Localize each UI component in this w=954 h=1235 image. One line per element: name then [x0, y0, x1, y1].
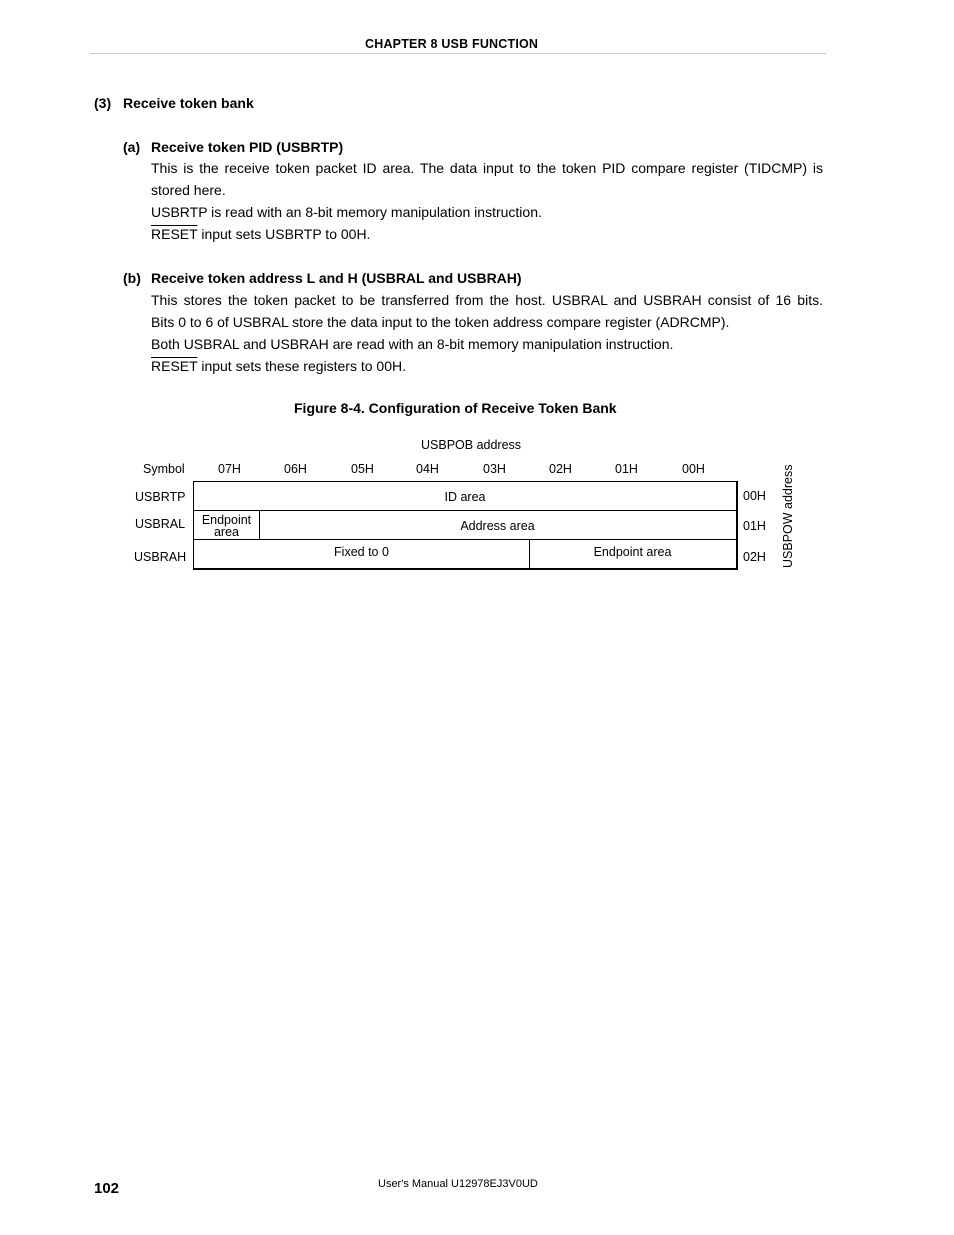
section-title: Receive token bank	[123, 95, 254, 111]
row-address-02h: 02H	[743, 550, 766, 564]
bit-label: 03H	[483, 462, 506, 476]
subsection-a-reset-line: RESET input sets USBRTP to 00H.	[151, 226, 371, 242]
usbpow-address-label: USBPOW address	[781, 464, 795, 568]
subsection-b-reset-line: RESET input sets these registers to 00H.	[151, 358, 406, 374]
page-number: 102	[94, 1180, 120, 1197]
bit-label: 05H	[351, 462, 374, 476]
manual-id: User's Manual U12978EJ3V0UD	[378, 1178, 538, 1190]
bit-label: 00H	[682, 462, 705, 476]
symbol-label: Symbol	[143, 462, 185, 476]
bit-label: 01H	[615, 462, 638, 476]
figure-title: Figure 8-4. Configuration of Receive Token Bank	[294, 400, 617, 416]
header-rule	[90, 53, 826, 54]
bit-label: 06H	[284, 462, 307, 476]
reset-signal: RESET	[151, 358, 198, 374]
subsection-b-para2: Bits 0 to 6 of USBRAL store the data input to the token address compare register (ADRCMP).	[151, 314, 730, 330]
usbrah-fixed-area: Fixed to 0	[193, 539, 530, 570]
row-address-01h: 01H	[743, 519, 766, 533]
bit-label: 07H	[218, 462, 241, 476]
reset-signal: RESET	[151, 226, 198, 242]
subsection-b-para3: Both USBRAL and USBRAH are read with an 8-bit memory manipulation instruction.	[151, 336, 674, 352]
subsection-b-title: Receive token address L and H (USBRAL and USBRAH)	[151, 270, 522, 286]
subsection-a-title: Receive token PID (USBRTP)	[151, 139, 344, 155]
section-number: (3)	[94, 95, 112, 111]
subsection-b-label: (b)	[123, 270, 141, 286]
row-address-00h: 00H	[743, 489, 766, 503]
usbral-endpoint-area: Endpoint area	[193, 510, 260, 540]
row-symbol-usbral: USBRAL	[135, 517, 186, 531]
bit-label: 02H	[549, 462, 572, 476]
usbpob-address-label: USBPOB address	[421, 438, 522, 452]
subsection-a-para1: This is the receive token packet ID area. The data input to the token PID compare register (TIDCMP) is stored here.	[151, 160, 823, 198]
usbrah-endpoint-area: Endpoint area	[529, 539, 738, 570]
usbral-address-area: Address area	[259, 510, 738, 540]
usbrtp-id-area: ID area	[193, 481, 738, 512]
subsection-a-para2: USBRTP is read with an 8-bit memory manipulation instruction.	[151, 204, 542, 220]
bit-label: 04H	[416, 462, 439, 476]
subsection-b-para1: This stores the token packet to be transferred from the host. USBRAL and USBRAH consist of 16 bits.	[151, 292, 823, 308]
chapter-header: CHAPTER 8 USB FUNCTION	[365, 37, 539, 51]
subsection-a-label: (a)	[123, 139, 141, 155]
row-symbol-usbrah: USBRAH	[134, 550, 187, 564]
row-symbol-usbrtp: USBRTP	[135, 490, 186, 504]
